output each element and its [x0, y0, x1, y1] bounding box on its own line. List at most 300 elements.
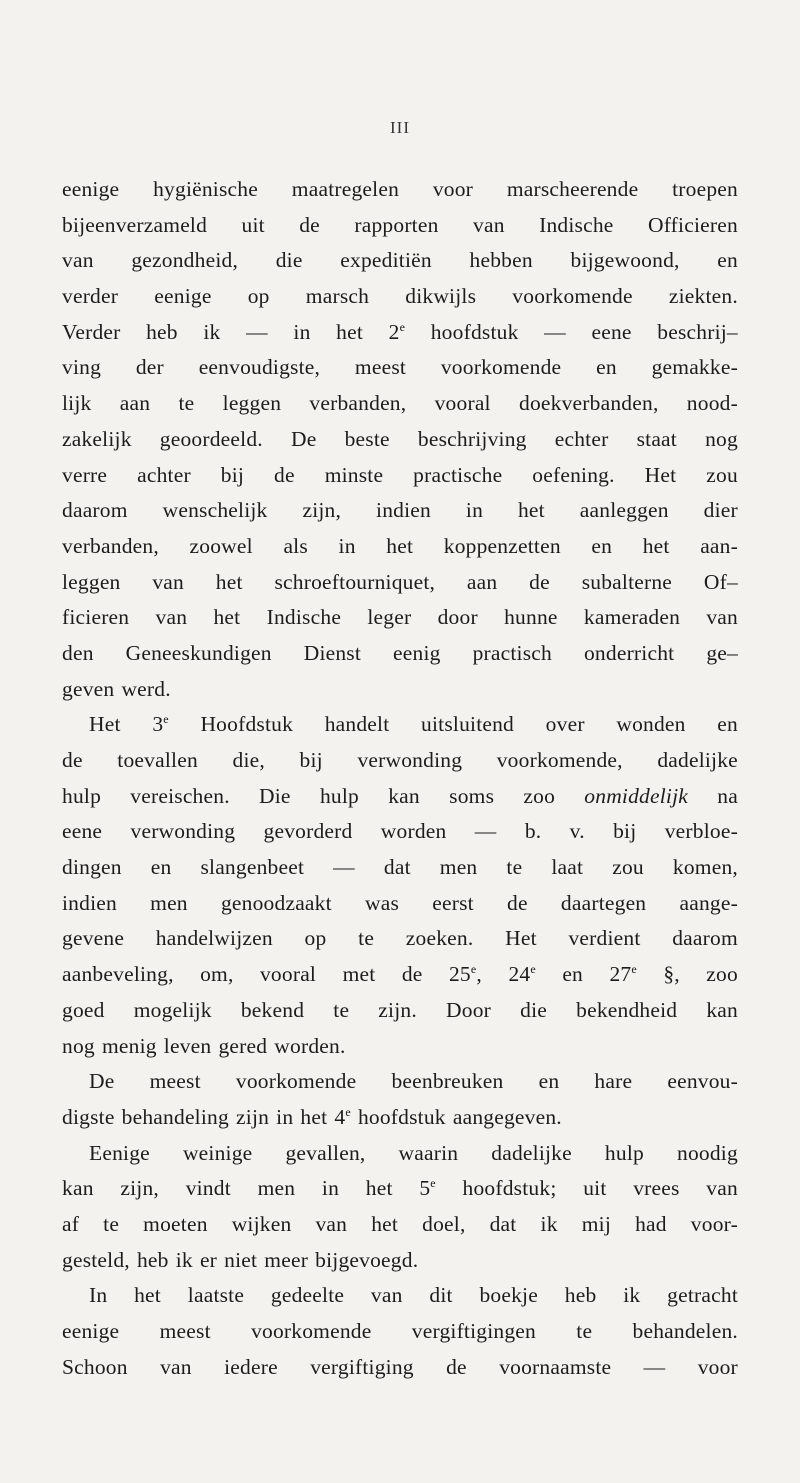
word: bij: [220, 462, 245, 487]
word: en: [717, 248, 738, 273]
word: voorkomende: [512, 284, 633, 309]
word: Eenige: [89, 1140, 150, 1165]
word: doel,: [422, 1211, 466, 1236]
word: het: [642, 533, 670, 558]
word: dat: [489, 1211, 517, 1236]
word: zoo: [523, 783, 556, 808]
word: Officieren: [647, 212, 738, 237]
word: vooral: [434, 391, 491, 416]
word: 27e: [609, 962, 637, 987]
paragraph: [62, 1064, 738, 1135]
word: noodig: [677, 1140, 738, 1165]
word: en: [150, 855, 172, 880]
text-line: [62, 1136, 738, 1172]
word: heb: [146, 319, 178, 344]
word: 5e: [419, 1176, 436, 1201]
word: lijk: [62, 391, 92, 416]
word: dadelijke: [491, 1140, 572, 1165]
word: het: [517, 498, 545, 523]
word: voor: [697, 1354, 738, 1379]
word: in: [321, 1176, 340, 1201]
word: schroeftourniquet,: [274, 569, 436, 594]
word: ik: [175, 1247, 193, 1272]
word: Of–: [703, 569, 738, 594]
word: getracht: [667, 1283, 738, 1308]
word: gesteld,: [62, 1247, 130, 1272]
word: en: [562, 962, 584, 987]
word: Het: [644, 462, 677, 487]
text-line: [62, 529, 738, 565]
word: met: [342, 962, 376, 987]
word: geoordeeld.: [159, 426, 263, 451]
text-line: [62, 814, 738, 850]
word: Dienst: [303, 640, 362, 665]
word: beste: [344, 426, 390, 451]
word: indien: [376, 498, 431, 523]
word: handelt: [324, 712, 390, 737]
text-line: [62, 636, 738, 672]
text-line: [62, 850, 738, 886]
word: men: [257, 1176, 296, 1201]
word: voor: [432, 177, 474, 201]
word: goed: [62, 997, 105, 1022]
word: gedeelte: [270, 1283, 345, 1308]
word: echter: [554, 426, 609, 451]
text-line: [62, 1029, 738, 1065]
word: hoofdstuk: [357, 1104, 446, 1129]
text-line: [62, 422, 738, 458]
text-line: [62, 279, 738, 315]
word: rapporten: [354, 212, 439, 237]
word: voornaamste: [499, 1354, 612, 1379]
word: slangenbeet: [200, 855, 305, 880]
text-line: [62, 1100, 738, 1136]
word: digste: [62, 1104, 115, 1129]
word: was: [365, 890, 400, 915]
word: uit: [241, 212, 265, 237]
text-line: [62, 743, 738, 779]
word: zoeken.: [405, 926, 474, 951]
word: van: [62, 248, 94, 273]
word: leger: [367, 605, 412, 630]
word: §,: [663, 962, 680, 987]
text-line: [62, 386, 738, 422]
word: eenige: [154, 284, 212, 309]
word: vindt: [185, 1176, 231, 1201]
word: wonden: [616, 712, 686, 737]
text-line: [62, 886, 738, 922]
word: zakelijk: [62, 426, 132, 451]
word: gezondheid,: [131, 248, 239, 273]
word: eenige: [62, 1319, 120, 1343]
word: bijgewoond,: [570, 248, 680, 273]
word: ik: [540, 1211, 558, 1236]
word: onderricht: [583, 640, 675, 665]
word: eenig: [393, 640, 441, 665]
word: mogelijk: [133, 997, 212, 1022]
word: die: [520, 997, 548, 1022]
word: 4e: [334, 1104, 351, 1129]
word: hunne: [504, 605, 558, 630]
word: beschrij–: [657, 319, 738, 344]
word: te: [333, 997, 350, 1022]
word: van: [315, 1211, 348, 1236]
word: —: [544, 319, 566, 344]
word: —: [333, 855, 355, 880]
word: —: [246, 319, 268, 344]
word: het: [371, 1211, 399, 1236]
word: iedere: [224, 1354, 278, 1379]
word: na: [717, 783, 738, 808]
word: eene: [62, 819, 103, 844]
word: dikwijls: [405, 284, 477, 309]
word: behandelen.: [632, 1319, 738, 1343]
word: gevallen,: [285, 1140, 366, 1165]
word: aan: [119, 391, 151, 416]
word: vooral: [259, 962, 317, 987]
word: kameraden: [583, 605, 681, 630]
word: aanbeveling,: [62, 962, 174, 987]
word: gevorderd: [263, 819, 353, 844]
word: zoo: [706, 962, 738, 987]
word: verwonding: [357, 748, 463, 772]
word: te: [103, 1211, 120, 1236]
word: hoofdstuk: [430, 319, 519, 344]
word: bij: [299, 748, 323, 772]
word: In: [89, 1283, 108, 1308]
word: ziekten.: [668, 284, 738, 309]
word: vrees: [633, 1176, 680, 1201]
word: onmiddelijk: [584, 783, 689, 808]
word: ficieren: [62, 605, 130, 630]
word: troepen: [672, 177, 738, 201]
word: nog: [705, 426, 738, 451]
word: te: [358, 926, 375, 951]
word: der: [135, 355, 164, 380]
word: leggen: [62, 569, 121, 594]
word: Indische: [539, 212, 614, 237]
word: eenige: [62, 177, 120, 201]
text-line: [62, 1243, 738, 1279]
word: b.: [524, 819, 542, 844]
word: leggen: [222, 391, 282, 416]
word: wijken: [231, 1211, 292, 1236]
text-line: [62, 707, 738, 743]
word: indien: [62, 890, 117, 915]
word: in: [465, 498, 484, 523]
word: hulp: [319, 783, 359, 808]
word: v.: [569, 819, 585, 844]
word: nood-: [686, 391, 738, 416]
text-line: [62, 350, 738, 386]
word: zou: [612, 855, 644, 880]
word: zou: [706, 462, 738, 487]
word: behandeling: [121, 1104, 229, 1129]
word: daarom: [62, 498, 128, 523]
word: hare: [594, 1069, 633, 1094]
word: die,: [232, 748, 265, 772]
word: de: [401, 962, 423, 987]
word: uit: [583, 1176, 607, 1201]
word: den: [62, 640, 94, 665]
word: hygiënische: [153, 177, 258, 201]
word: af: [62, 1211, 80, 1236]
word: genoodzaakt: [220, 890, 332, 915]
word: had: [635, 1211, 667, 1236]
word: 24e: [508, 962, 536, 987]
word: —: [643, 1354, 666, 1379]
word: in: [293, 319, 311, 344]
text-line: [62, 957, 738, 993]
word: voorkomende: [235, 1069, 357, 1094]
text-line: [62, 208, 738, 244]
word: ik: [623, 1283, 641, 1308]
word: meer: [264, 1247, 309, 1272]
word: eenvou-: [667, 1069, 738, 1094]
word: bijeenverzameld: [62, 212, 208, 237]
word: doekverbanden,: [519, 391, 659, 416]
word: te: [178, 391, 195, 416]
word: in: [276, 1104, 294, 1129]
word: hulp: [604, 1140, 644, 1165]
word: en: [538, 1069, 560, 1094]
text-line: [62, 243, 738, 279]
word: Verder: [62, 319, 121, 344]
word: nog: [62, 1033, 95, 1058]
text-line: [62, 172, 738, 208]
word: mij: [581, 1211, 612, 1236]
word: aan: [466, 569, 498, 594]
text-line: [62, 1207, 738, 1243]
word: gemakke-: [651, 355, 738, 380]
word: aan-: [700, 533, 738, 558]
word: te: [576, 1319, 593, 1343]
word: handelwijzen: [155, 926, 273, 951]
word: en: [591, 533, 613, 558]
word: om,: [200, 962, 234, 987]
word: eenvoudigste,: [198, 355, 321, 380]
word: van: [370, 1283, 403, 1308]
word: zijn: [236, 1104, 270, 1129]
word: voorkomende: [251, 1319, 372, 1343]
word: op: [247, 284, 270, 309]
word: De: [89, 1069, 115, 1094]
text-line: [62, 921, 738, 957]
word: marscheerende: [506, 177, 639, 201]
body-text: [62, 172, 738, 1385]
word: hebben: [469, 248, 533, 273]
word: de: [507, 890, 528, 915]
word: oefening.: [532, 462, 615, 487]
word: zijn,: [120, 1176, 159, 1201]
word: maatregelen: [291, 177, 400, 201]
text-line: [62, 779, 738, 815]
word: meest: [149, 1069, 201, 1094]
word: beschrijving: [417, 426, 527, 451]
word: over: [545, 712, 585, 737]
word: voorkomende: [440, 355, 562, 380]
text-line: [62, 493, 738, 529]
word: verdient: [568, 926, 641, 951]
word: menig: [101, 1033, 157, 1058]
word: van: [706, 1176, 738, 1201]
word: Het: [505, 926, 537, 951]
word: aangegeven.: [452, 1104, 562, 1129]
word: laatste: [187, 1283, 245, 1308]
word: —: [474, 819, 497, 844]
word: expeditiën: [340, 248, 432, 273]
word: vereischen.: [130, 783, 230, 808]
word: Die: [259, 783, 291, 808]
text-line: [62, 993, 738, 1029]
word: verbanden,: [309, 391, 407, 416]
word: 3e: [152, 712, 169, 737]
word: de: [446, 1354, 467, 1379]
word: daarom: [672, 926, 738, 951]
page-number: III: [390, 118, 410, 137]
word: worden.: [274, 1033, 346, 1058]
word: verder: [62, 284, 119, 309]
word: practisch: [472, 640, 552, 665]
word: zoowel: [189, 533, 253, 558]
text-line: [62, 458, 738, 494]
word: Geneeskundigen: [125, 640, 272, 665]
text-line: [62, 565, 738, 601]
paragraph: [62, 1136, 738, 1279]
word: hulp: [62, 783, 102, 808]
word: Door: [446, 997, 492, 1022]
word: 25e,: [448, 962, 482, 987]
word: op: [304, 926, 327, 951]
word: dit: [429, 1283, 453, 1308]
word: daartegen: [560, 890, 647, 915]
word: weinige: [182, 1140, 253, 1165]
word: boekje: [479, 1283, 538, 1308]
word: minste: [324, 462, 384, 487]
text-line: [62, 1350, 738, 1386]
paragraph: [62, 172, 738, 707]
word: het: [386, 533, 414, 558]
paragraph: [62, 1278, 738, 1385]
word: leven: [163, 1033, 212, 1058]
word: dingen: [62, 855, 122, 880]
text-line: [62, 1064, 738, 1100]
word: het: [300, 1104, 328, 1129]
word: in: [338, 533, 356, 558]
word: worden: [380, 819, 447, 844]
word: Schoon: [62, 1354, 128, 1379]
word: bij: [613, 819, 637, 844]
word: beenbreuken: [391, 1069, 504, 1094]
word: te: [506, 855, 523, 880]
word: moeten: [143, 1211, 208, 1236]
word: De: [291, 426, 317, 451]
word: aanleggen: [579, 498, 669, 523]
word: voor-: [690, 1211, 738, 1236]
word: Hoofdstuk: [200, 712, 294, 737]
word: subalterne: [581, 569, 673, 594]
word: marsch: [305, 284, 370, 309]
word: ik: [203, 319, 221, 344]
word: bekend: [240, 997, 305, 1022]
word: van: [706, 605, 738, 630]
word: meest: [159, 1319, 211, 1343]
word: de: [529, 569, 550, 594]
word: het: [215, 569, 243, 594]
word: gevene: [62, 926, 125, 951]
word: dat: [383, 855, 411, 880]
word: soms: [449, 783, 495, 808]
word: voorkomende,: [496, 748, 623, 772]
word: van: [473, 212, 505, 237]
word: die: [275, 248, 303, 273]
word: dier: [703, 498, 738, 523]
text-line: [62, 672, 738, 708]
word: verbloe-: [664, 819, 738, 844]
word: kan: [706, 997, 738, 1022]
word: men: [150, 890, 188, 915]
word: niet: [224, 1247, 258, 1272]
word: waarin: [398, 1140, 459, 1165]
word: verbanden,: [62, 533, 159, 558]
word: dadelijke: [657, 748, 738, 772]
word: van: [152, 569, 184, 594]
word: werd.: [121, 676, 171, 701]
word: als: [283, 533, 308, 558]
text-line: [62, 1314, 738, 1350]
word: zijn.: [378, 997, 417, 1022]
text-line: [62, 315, 738, 351]
word: uitsluitend: [421, 712, 515, 737]
word: koppenzetten: [443, 533, 561, 558]
word: het: [213, 605, 241, 630]
word: er: [199, 1247, 218, 1272]
word: toevallen: [117, 748, 198, 772]
word: bekendheid: [576, 997, 678, 1022]
word: meest: [354, 355, 407, 380]
word: 2e: [388, 319, 406, 344]
word: heb: [564, 1283, 597, 1308]
word: de: [274, 462, 295, 487]
word: verwonding: [130, 819, 236, 844]
text-line: [62, 1171, 738, 1207]
word: ge–: [706, 640, 738, 665]
text-line: [62, 1278, 738, 1314]
word: het: [336, 319, 364, 344]
word: ving: [62, 355, 102, 380]
word: van: [160, 1354, 192, 1379]
text-line: [62, 600, 738, 636]
word: eene: [591, 319, 632, 344]
word: gered: [218, 1033, 268, 1058]
word: staat: [636, 426, 677, 451]
word: de: [299, 212, 320, 237]
word: het: [134, 1283, 161, 1308]
word: Indische: [266, 605, 342, 630]
word: hoofdstuk;: [462, 1176, 557, 1201]
word: vergiftiging: [310, 1354, 414, 1379]
word: eerst: [432, 890, 474, 915]
word: van: [155, 605, 188, 630]
word: laat: [551, 855, 584, 880]
word: men: [439, 855, 478, 880]
paragraph: [62, 707, 738, 1064]
word: door: [437, 605, 478, 630]
word: aange-: [679, 890, 738, 915]
word: en: [717, 712, 738, 737]
word: komen,: [672, 855, 738, 880]
word: zijn,: [302, 498, 342, 523]
